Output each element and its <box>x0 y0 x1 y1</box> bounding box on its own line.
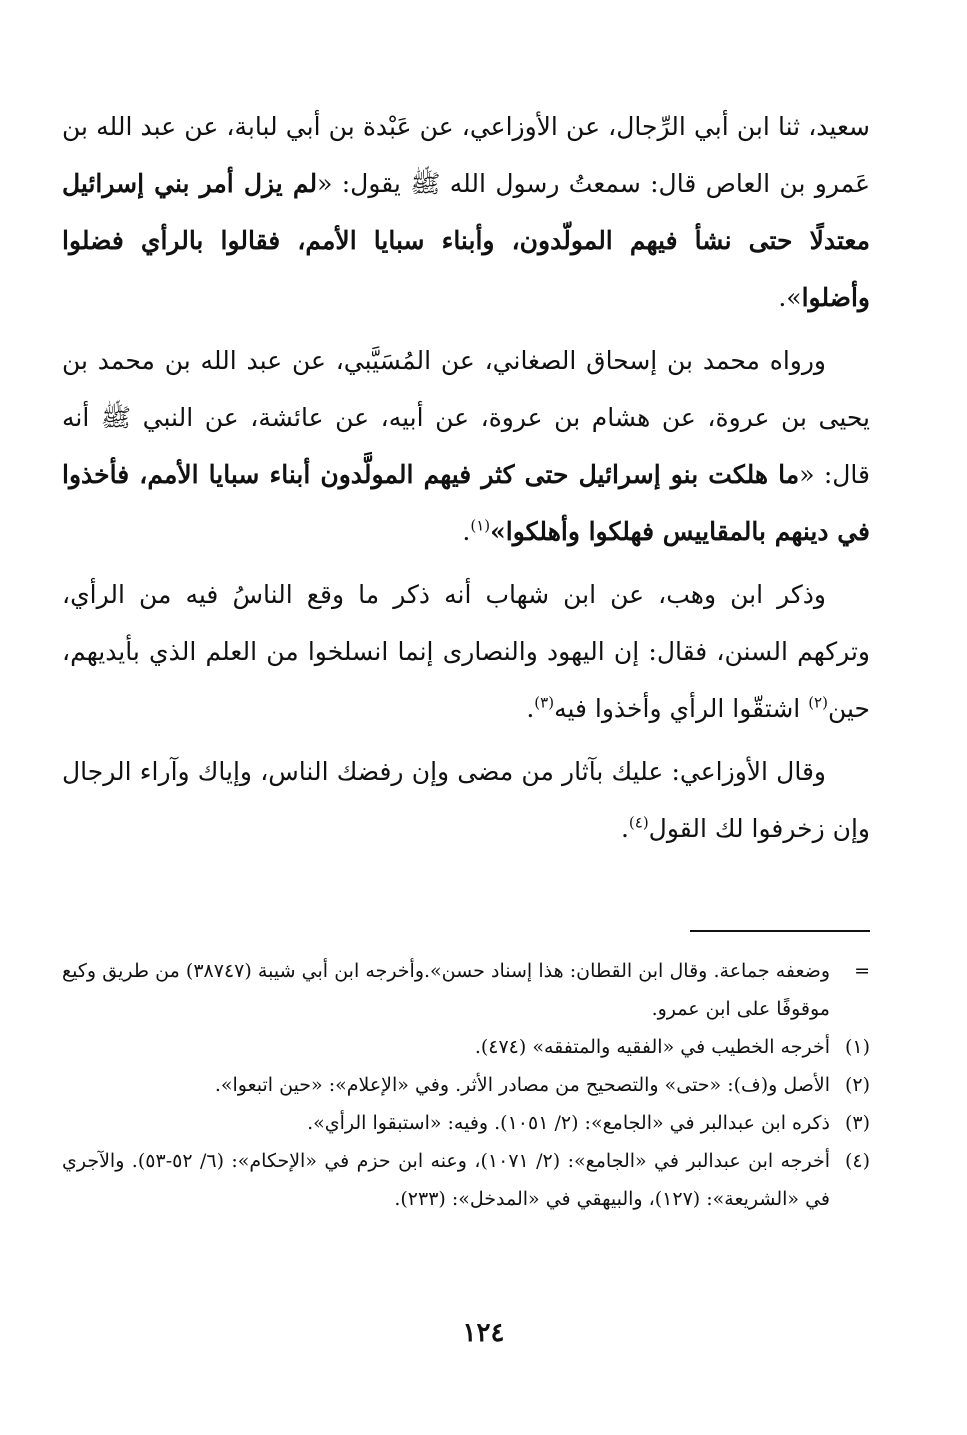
footnote-continuation <box>62 952 870 1028</box>
paragraph-1-end: ». <box>778 283 802 312</box>
footnote-ref-2: (٢) <box>808 693 828 712</box>
footnote-marker: (١) <box>844 1036 870 1058</box>
paragraph-1 <box>62 98 870 326</box>
footnote-ref-1: (١) <box>470 516 491 535</box>
footnote-marker: = <box>854 960 870 982</box>
footnote-marker: (٢) <box>844 1074 870 1096</box>
paragraph-4-end: . <box>620 814 629 843</box>
hadith-quote-1: لم يزل أمر بني إسرائيل معتدلًا حتى نشأ فيهم المولّدون، وأبناء سبايا الأمم، فقالوا بالرأي فضلوا وأضلوا <box>62 169 870 312</box>
paragraph-3-end: . <box>526 694 535 723</box>
main-text <box>62 98 870 863</box>
paragraph-3-text-a: وذكر ابن وهب، عن ابن شهاب أنه ذكر ما وقع الناسُ فيه من الرأي، وتركهم السنن، فقال: إن اليهود والنصارى إنما انسلخوا من العلم الذي بأيديهم، حين <box>62 580 870 723</box>
paragraph-2-text: ورواه محمد بن إسحاق الصغاني، عن المُسَيَّبي، عن عبد الله بن محمد بن يحيى بن عروة، عن هشام بن عروة، عن أبيه، عن عائشة، عن النبي ﷺ أنه قال: « <box>62 346 870 489</box>
footnote-ref-3: (٣) <box>534 693 555 712</box>
paragraph-2-end: . <box>462 517 471 546</box>
footnote-4 <box>62 1142 870 1218</box>
hadith-quote-2-close: » <box>490 517 506 546</box>
footnote-text: أخرجه الخطيب في «الفقيه والمتفقه» (٤٧٤). <box>474 1036 830 1058</box>
paragraph-3-text-b: اشتقّوا الرأي وأخذوا فيه <box>554 694 809 723</box>
footnote-marker: (٣) <box>844 1112 870 1134</box>
footnote-text: الأصل و(ف): «حتى» والتصحيح من مصادر الأثر. وفي «الإعلام»: «حين اتبعوا». <box>214 1074 830 1096</box>
paragraph-3 <box>62 566 870 737</box>
footnotes <box>62 952 870 1218</box>
paragraph-1-text: سعيد، ثنا ابن أبي الرِّجال، عن الأوزاعي، عن عَبْدة بن أبي لبابة، عن عبد الله بن عَمرو بن العاص قال: سمعتُ رسول الله ﷺ يقول: « <box>62 112 870 198</box>
paragraph-4 <box>62 743 870 857</box>
footnote-ref-4: (٤) <box>628 813 649 832</box>
paragraph-4-text: وقال الأوزاعي: عليك بآثار من مضى وإن رفضك الناس، وإياك وآراء الرجال وإن زخرفوا لك القول <box>62 757 870 843</box>
footnote-text: وضعفه جماعة. وقال ابن القطان: هذا إسناد حسن».وأخرجه ابن أبي شيبة (٣٨٧٤٧) من طريق وكيع موقوفًا على ابن عمرو. <box>62 960 831 1020</box>
footnote-2 <box>62 1066 870 1104</box>
footnote-separator <box>690 930 870 932</box>
footnote-1 <box>62 1028 870 1066</box>
footnote-text: أخرجه ابن عبدالبر في «الجامع»: (٢/ ١٠٧١)، وعنه ابن حزم في «الإحكام»: (٦/ ٥٢-٥٣). والآجري في «الشريعة»: (١٢٧)، والبيهقي في «المدخل»: (٢٣٣). <box>62 1150 830 1210</box>
footnote-3 <box>62 1104 870 1142</box>
footnote-marker: (٤) <box>844 1150 870 1172</box>
hadith-quote-2: ما هلكت بنو إسرائيل حتى كثر فيهم المولَّدون أبناء سبايا الأمم، فأخذوا في دينهم بالمقاييس فهلكوا وأهلكوا <box>62 460 870 546</box>
footnote-text: ذكره ابن عبدالبر في «الجامع»: (٢/ ١٠٥١). وفيه: «استبقوا الرأي». <box>307 1112 830 1134</box>
paragraph-2 <box>62 332 870 560</box>
page-number: ١٢٤ <box>462 1318 505 1348</box>
